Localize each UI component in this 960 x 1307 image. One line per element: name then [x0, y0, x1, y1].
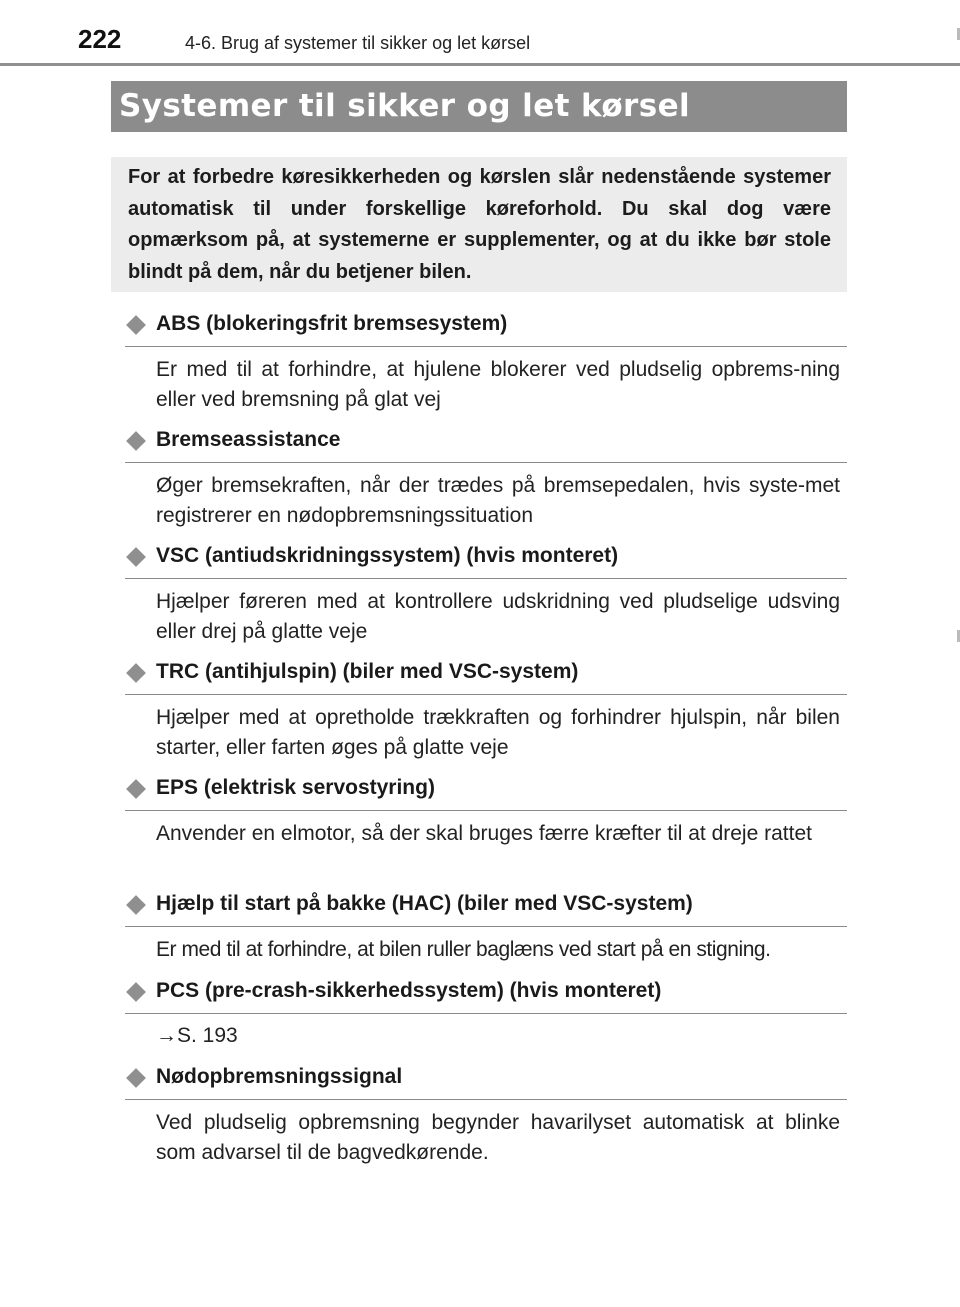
item-title: ABS (blokeringsfrit bremsesystem) [156, 312, 508, 335]
item-heading [125, 428, 847, 463]
diamond-bullet-icon [126, 779, 146, 799]
page-number: 222 [78, 24, 122, 54]
diamond-bullet-icon [126, 315, 146, 335]
item-title: PCS (pre-crash-sikkerhedssystem) (hvis monteret) [156, 979, 662, 1002]
item-description: Hjælper med at opretholde trækkraften og forhindrer hjulspin, når bilen starter, eller farten øges på glatte veje [156, 706, 840, 759]
page-reference-link[interactable]: →S. 193 [156, 1024, 238, 1047]
item-title: VSC (antiudskridningssystem) (hvis monteret) [156, 544, 619, 567]
item-description: Ved pludselig opbremsning begynder havarilyset automatisk at blinke som advarsel til de bagvedkørende. [156, 1111, 840, 1164]
chapter-title: 4-6. Brug af systemer til sikker og let kørsel [185, 33, 531, 53]
item-heading [125, 660, 847, 695]
item-description: Øger bremsekraften, når der trædes på bremsepedalen, hvis syste-met registrerer en nødopbremsningssituation [156, 474, 840, 527]
diamond-bullet-icon [126, 663, 146, 683]
diamond-bullet-icon [126, 982, 146, 1002]
intro-text: For at forbedre køresikkerheden og kørslen slår nedenstående systemer automatisk til under forskellige køreforhold. Du skal dog være opmærksom på, at systemerne er supplementer, og at du ikke bør stole blindt på dem, når du betjener bilen. [128, 166, 831, 283]
item-heading [125, 544, 847, 579]
item-description: Er med til at forhindre, at hjulene blokerer ved pludselig opbrems-ning eller ved bremsning på glat vej [156, 358, 840, 411]
diamond-bullet-icon [126, 547, 146, 567]
section-title: Systemer til sikker og let kørsel [119, 88, 691, 124]
item-heading [125, 312, 847, 347]
item-heading [125, 892, 847, 927]
item-title: Bremseassistance [156, 428, 341, 451]
item-description: Anvender en elmotor, så der skal bruges færre kræfter til at dreje rattet [156, 822, 812, 845]
diamond-bullet-icon [126, 1068, 146, 1088]
item-title: Nødopbremsningssignal [156, 1065, 403, 1088]
item-heading [125, 979, 847, 1014]
item-title: TRC (antihjulspin) (biler med VSC-system) [156, 660, 579, 683]
item-description: Hjælper føreren med at kontrollere udskridning ved pludselige udsving eller drej på glatte veje [156, 590, 840, 643]
item-heading [125, 776, 847, 811]
diamond-bullet-icon [126, 431, 146, 451]
item-title: EPS (elektrisk servostyring) [156, 776, 435, 799]
item-description: Er med til at forhindre, at bilen ruller baglæns ved start på en stigning. [156, 938, 771, 961]
diamond-bullet-icon [126, 895, 146, 915]
item-heading [125, 1065, 847, 1100]
item-title: Hjælp til start på bakke (HAC) (biler med VSC-system) [156, 892, 693, 915]
